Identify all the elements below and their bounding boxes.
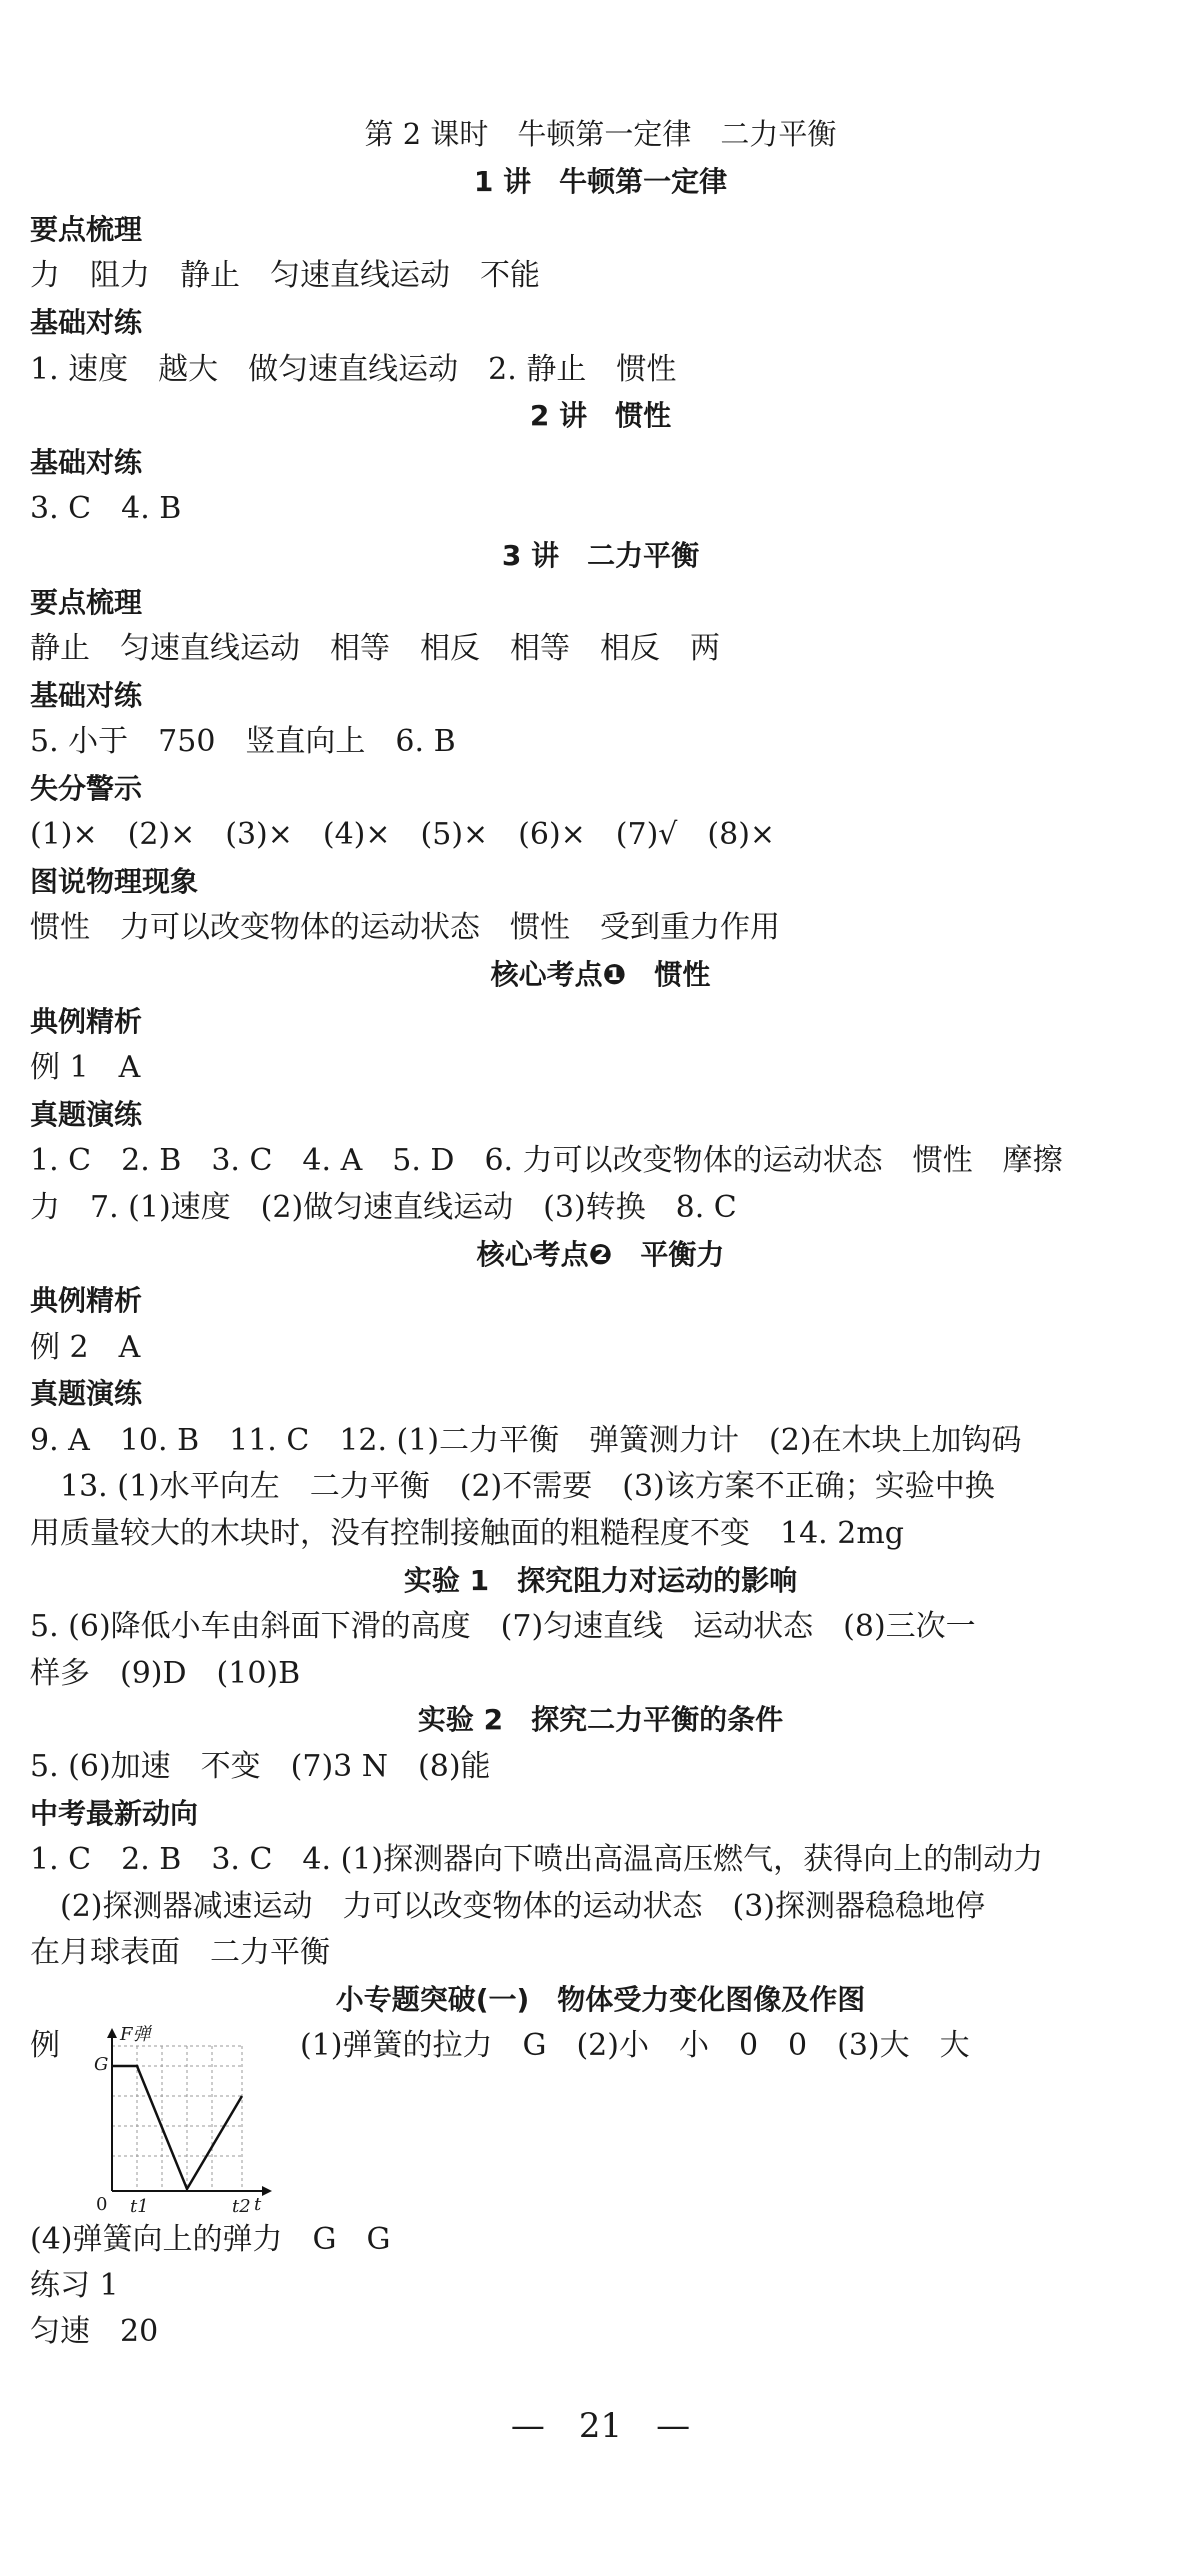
answer-line: 样多 (9)D (10)B bbox=[30, 1656, 301, 1691]
answer-line: 在月球表面 二力平衡 bbox=[30, 1935, 330, 1970]
answer-line: 用质量较大的木块时，没有控制接触面的粗糙程度不变 14. 2mg bbox=[30, 1516, 904, 1551]
special-topic-heading: 小专题突破(一) 物体受力变化图像及作图 bbox=[335, 1983, 866, 2016]
lecture-2-heading: 2 讲 惯性 bbox=[529, 399, 672, 432]
heading-key-points: 要点梳理 bbox=[30, 586, 143, 619]
answer-line: 5. (6)降低小车由斜面下滑的高度 (7)匀速直线 运动状态 (8)三次一 bbox=[30, 1609, 976, 1644]
experiment-2-heading: 实验 2 探究二力平衡的条件 bbox=[417, 1703, 784, 1736]
y-axis-arrow bbox=[107, 2028, 117, 2038]
lecture-3-heading: 3 讲 二力平衡 bbox=[501, 539, 700, 572]
x-axis-arrow bbox=[262, 2186, 272, 2196]
experiment-1-heading: 实验 1 探究阻力对运动的影响 bbox=[403, 1564, 798, 1597]
answer-line: 9. A 10. B 11. C 12. (1)二力平衡 弹簧测力计 (2)在木块上加钩码 bbox=[30, 1423, 1022, 1458]
answer-line: 1. C 2. B 3. C 4. (1)探测器向下喷出高温高压燃气，获得向上的制动力 bbox=[30, 1842, 1044, 1877]
graph-grid bbox=[112, 2046, 242, 2191]
force-time-graph bbox=[92, 2026, 272, 2216]
answer-line: 1. C 2. B 3. C 4. A 5. D 6. 力可以改变物体的运动状态 惯性 摩擦 bbox=[30, 1143, 1063, 1178]
origin-label: 0 bbox=[96, 2194, 108, 2215]
lecture-1-heading: 1 讲 牛顿第一定律 bbox=[473, 165, 728, 198]
answer-line: 5. (6)加速 不变 (7)3 N (8)能 bbox=[30, 1749, 491, 1784]
example-label: 例 bbox=[30, 2028, 60, 2063]
answer-line: 1. 速度 越大 做匀速直线运动 2. 静止 惯性 bbox=[30, 352, 677, 387]
heading-example-analysis: 典例精析 bbox=[30, 1005, 143, 1038]
heading-basic-practice: 基础对练 bbox=[30, 446, 143, 479]
answer-line: 惯性 力可以改变物体的运动状态 惯性 受到重力作用 bbox=[30, 910, 780, 945]
core-point-2-heading: 核心考点❷ 平衡力 bbox=[476, 1238, 725, 1271]
heading-example-analysis: 典例精析 bbox=[30, 1284, 143, 1317]
answer-line: 匀速 20 bbox=[30, 2314, 159, 2349]
answer-line: 力 7. (1)速度 (2)做匀速直线运动 (3)转换 8. C bbox=[30, 1190, 737, 1225]
t2-label: t2 bbox=[232, 2196, 251, 2217]
answer-line: 例 2 A bbox=[30, 1330, 141, 1365]
heading-illustrated-physics: 图说物理现象 bbox=[30, 865, 199, 898]
heading-real-exam: 真题演练 bbox=[30, 1098, 143, 1131]
heading-mistake-warning: 失分警示 bbox=[30, 772, 143, 805]
answer-line: (1)× (2)× (3)× (4)× (5)× (6)× (7)√ (8)× bbox=[30, 817, 776, 852]
t1-label: t1 bbox=[130, 2196, 149, 2217]
force-time-graph-svg bbox=[92, 2026, 272, 2216]
heading-real-exam: 真题演练 bbox=[30, 1377, 143, 1410]
exercise-label: 练习 1 bbox=[30, 2268, 119, 2303]
heading-latest-trends: 中考最新动向 bbox=[30, 1797, 199, 1830]
answer-line: 静止 匀速直线运动 相等 相反 相等 相反 两 bbox=[30, 631, 720, 666]
answer-line: (1)弹簧的拉力 G (2)小 小 0 0 (3)大 大 bbox=[300, 2028, 970, 2063]
answer-line: 13. (1)水平向左 二力平衡 (2)不需要 (3)该方案不正确；实验中换 bbox=[30, 1469, 995, 1504]
answer-line: 3. C 4. B bbox=[30, 491, 182, 526]
x-axis-label: t bbox=[254, 2194, 262, 2215]
answer-line: (2)探测器减速运动 力可以改变物体的运动状态 (3)探测器稳稳地停 bbox=[30, 1889, 985, 1924]
answer-line: 例 1 A bbox=[30, 1050, 141, 1085]
heading-basic-practice: 基础对练 bbox=[30, 679, 143, 712]
y-tick-g: G bbox=[94, 2054, 109, 2075]
core-point-1-heading: 核心考点❶ 惯性 bbox=[490, 958, 711, 991]
section-title: 第 2 课时 牛顿第一定律 二力平衡 bbox=[364, 117, 837, 151]
answer-line: 力 阻力 静止 匀速直线运动 不能 bbox=[30, 258, 540, 293]
page-number: — 21 — bbox=[510, 2406, 691, 2446]
y-axis-label: F弹 bbox=[120, 2024, 151, 2045]
heading-basic-practice: 基础对练 bbox=[30, 306, 143, 339]
heading-key-points: 要点梳理 bbox=[30, 213, 143, 246]
force-curve bbox=[112, 2066, 242, 2189]
answer-line: 5. 小于 750 竖直向上 6. B bbox=[30, 724, 456, 759]
answer-line: (4)弹簧向上的弹力 G G bbox=[30, 2222, 391, 2257]
